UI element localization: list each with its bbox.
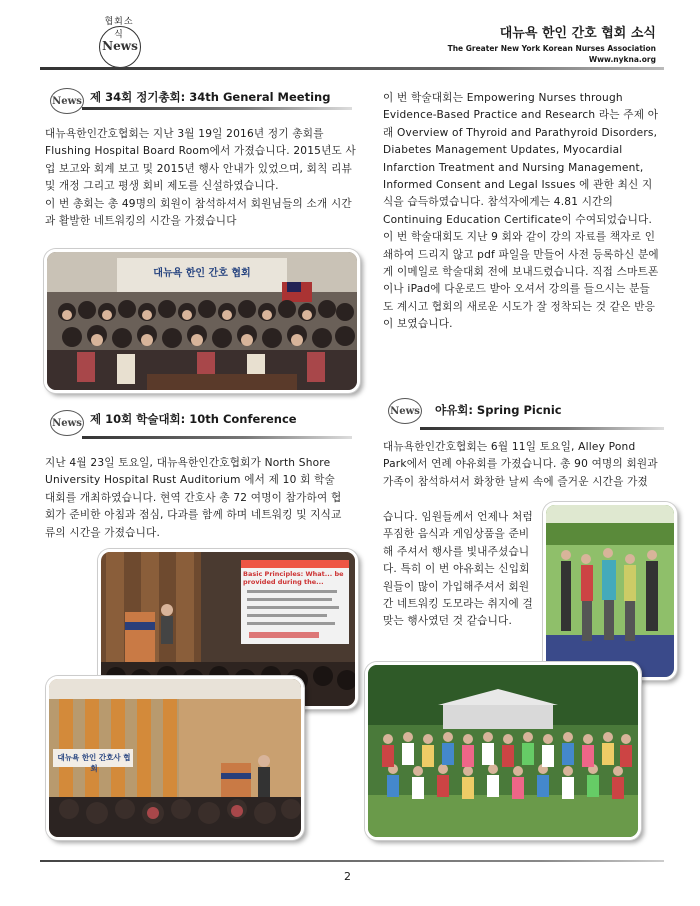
news-badge-icon: News xyxy=(50,410,84,436)
meeting-photo-banner: 대뉴욕 한인 간호 협회 xyxy=(153,268,251,279)
picnic-body-full xyxy=(383,439,659,491)
news-logo-word: News xyxy=(102,39,138,53)
hall-photo-banner: 대뉴욕 한인 간호사 협회 xyxy=(57,753,131,773)
header-rule xyxy=(40,67,664,70)
meeting-group-photo xyxy=(44,249,360,393)
section-rule-meeting xyxy=(82,107,352,110)
conference-continued-paragraph-2: 이 번 학술대회도 지난 9 회와 같이 강의 자료를 책자로 인쇄하여 드리지 않고 pdf 파일을 만들어 사전 등록하신 분에게 이메일로 학술대회 전에 보내드렸습니다. 직접 스마트폰이나 iPad에 다운로드 받아 오셔서 강의를 들으시는 분들도 계시고 협회의 새로운 시도가 잘 정착되는 것 같은 반응이 보였습니다. xyxy=(383,231,659,331)
page-number: 2 xyxy=(344,870,351,883)
section-title-picnic: 야유회: Spring Picnic xyxy=(435,403,562,417)
picnic-paragraph-continued: 습니다. 임원들께서 언제나 처럼 푸짐한 음식과 게임상품을 준비해 주셔서 행사를 빛내주셨습니다. 특히 이 번 야유회는 신입회원들이 많이 가입해주셔서 회원간 네트워킹 도모라는 취지에 걸맞는 행사였던 것 같습니다. xyxy=(383,511,533,628)
news-logo-label: 협회소식 xyxy=(104,17,134,40)
picnic-group-photo xyxy=(365,662,641,840)
meeting-body xyxy=(45,126,357,230)
conference-body xyxy=(45,455,343,542)
publication-title: 대뉴욕 한인 간호 협회 소식 xyxy=(499,26,656,41)
meeting-paragraph-2: 이 번 총회는 총 49명의 회원이 참석하셔서 회원님들의 소개 시간과 활발한 네트워킹의 시간을 가졌습니다 xyxy=(45,197,352,228)
conference-continued-body xyxy=(383,90,659,334)
section-rule-picnic xyxy=(420,427,664,430)
publication-website: Www.nykna.org xyxy=(588,55,656,64)
section-title-meeting: 제 34회 정기총회: 34th General Meeting xyxy=(90,90,331,104)
section-title-conference: 제 10회 학술대회: 10th Conference xyxy=(90,412,297,426)
footer-rule xyxy=(40,860,664,862)
picnic-game-photo xyxy=(543,502,677,680)
news-badge-icon: News xyxy=(388,398,422,424)
picnic-paragraph-start: 대뉴욕한인간호협회는 6월 11일 토요일, Alley Pond Park에서 연례 야유회를 가졌습니다. 총 90 여명의 회원과 가족이 참석하셔서 화창한 날씨 속에 즐거운 시간을 가졌 xyxy=(383,441,658,488)
lecture-slide-title: Basic Principles: What... be provided during the... xyxy=(243,570,344,586)
picnic-body-narrow xyxy=(383,509,533,631)
publication-subtitle: The Greater New York Korean Nurses Association xyxy=(447,44,656,53)
conference-continued-paragraph-1: 이 번 학술대회는 Empowering Nurses through Evidence-Based Practice and Research 라는 주제 아래 Overview of Thyroid and Parathyroid Disorders, Diabetes Management Updates, Myocardial Infarction Treatment and Nursing Management, Informed Consent and Legal Issues 에 관한 최신 지식을 습득하였습니다. 참석자에게는 4.81 시간의 Continuing Education Certificate이 수여되었습니다. xyxy=(383,92,659,226)
conference-hall-photo xyxy=(46,676,304,840)
meeting-paragraph-1: 대뉴욕한인간호협회는 지난 3월 19일 2016년 정기 총회를 Flushing Hospital Board Room에서 가졌습니다. 2015년도 사업 보고와 회계 보고 및 2015년 행사 안내가 있었으며, 회칙 리뷰 및 개정 그리고 평생 회비 제도를 신설하였습니다. xyxy=(45,128,356,193)
conference-paragraph-1: 지난 4월 23일 토요일, 대뉴욕한인간호협회가 North Shore University Hospital Rust Auditorium 에서 제 10 회 학술대회를 개최하였습니다. 현역 간호사 총 72 여명이 참가하여 협회가 준비한 아침과 점심, 다과를 함께 하며 네트워킹 및 지식교류의 시간을 가졌습니다. xyxy=(45,457,342,539)
section-rule-conference xyxy=(82,436,352,439)
news-badge-icon: News xyxy=(50,88,84,114)
